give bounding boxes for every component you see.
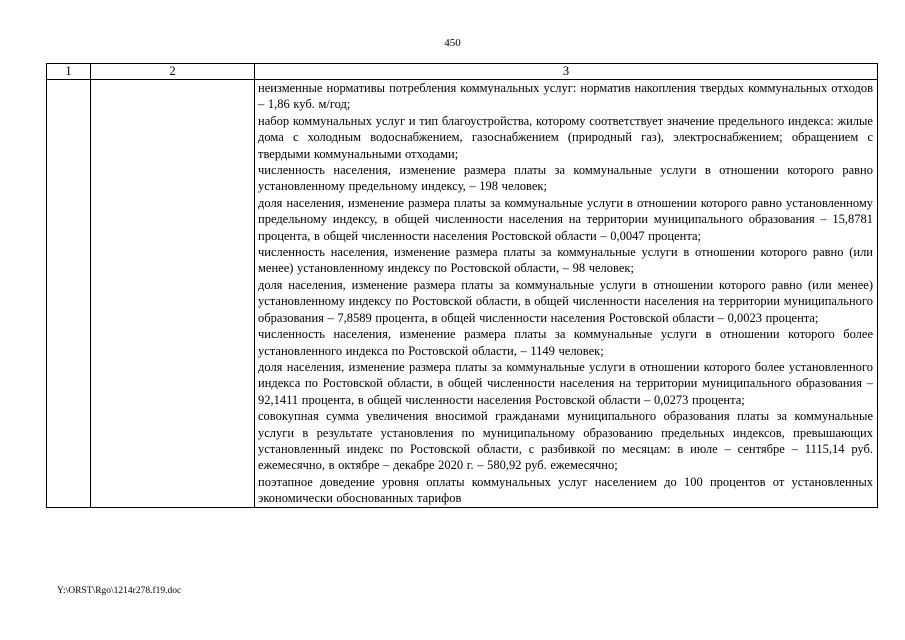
cell-col-1	[47, 80, 91, 508]
column-header-2: 2	[91, 64, 255, 80]
paragraph-gradual-payment: поэтапное доведение уровня оплаты коммунальных услуг населением до 100 процентов от установленных экономически обоснованных тарифов	[258, 474, 873, 506]
content-table	[46, 63, 878, 508]
cell-col-2	[91, 80, 255, 508]
table-row	[47, 80, 878, 508]
paragraph-population-less: численность населения, изменение размера платы за коммунальные услуги в отношении которого равно (или менее) установленному индексу по Ростовской области, – 98 человек;	[258, 245, 873, 276]
paragraph-services-set: набор коммунальных услуг и тип благоустройства, которому соответствует значение предельного индекса: жилые дома с холодным водоснабжением, газоснабжением (природный газ), электроснабжением; обращением с твердыми коммунальными отходами;	[258, 113, 873, 161]
paragraph-share-less: доля населения, изменение размера платы за коммунальные услуги в отношении которого равно (или менее) установленному индексу по Ростовской области, в общей численности населения на территории муниципального образования – 7,8589 процента, в общей численности населения Ростовской области – 0,0023 процента;	[258, 277, 873, 325]
footer-file-path: Y:\ORST\Rgo\1214r278.f19.doc	[57, 586, 182, 596]
paragraph-norms: неизменные нормативы потребления коммунальных услуг: норматив накопления твердых коммунальных отходов – 1,86 куб. м/год;	[258, 81, 873, 112]
column-header-1: 1	[47, 64, 91, 80]
paragraph-share-equal: доля населения, изменение размера платы за коммунальные услуги в отношении которого равно установленному предельному индексу, в общей численности населения на территории муниципального образования – 15,8781 процента, в общей численности населения Ростовской области – 0,0047 процента;	[258, 195, 873, 243]
paragraph-share-more: доля населения, изменение размера платы за коммунальные услуги в отношении которого более установленного индекса по Ростовской области, в общей численности населения на территории муниципального образования – 92,1411 процента, в общей численности населения Ростовской области – 0,0273 процента;	[258, 359, 873, 407]
paragraph-total-increase: совокупная сумма увеличения вносимой гражданами муниципального образования платы за коммунальные услуги в результате установления по муниципальному образованию предельных индексов, превышающих установленный индекс по Ростовской области, с разбивкой по месяцам: в июле – сентябре – 1115,14 руб. ежемесячно, в октябре – декабре 2020 г. – 580,92 руб. ежемесячно;	[258, 409, 873, 473]
table-header-row	[47, 64, 878, 80]
column-header-3: 3	[255, 64, 878, 80]
paragraph-population-equal: численность населения, изменение размера платы за коммунальные услуги в отношении которого равно установленному предельному индексу, – 198 человек;	[258, 163, 873, 194]
paragraph-population-more: численность населения, изменение размера платы за коммунальные услуги в отношении которого более установленного индекса по Ростовской области, – 1149 человек;	[258, 327, 873, 358]
page-number: 450	[444, 37, 461, 49]
cell-col-3	[255, 80, 878, 508]
